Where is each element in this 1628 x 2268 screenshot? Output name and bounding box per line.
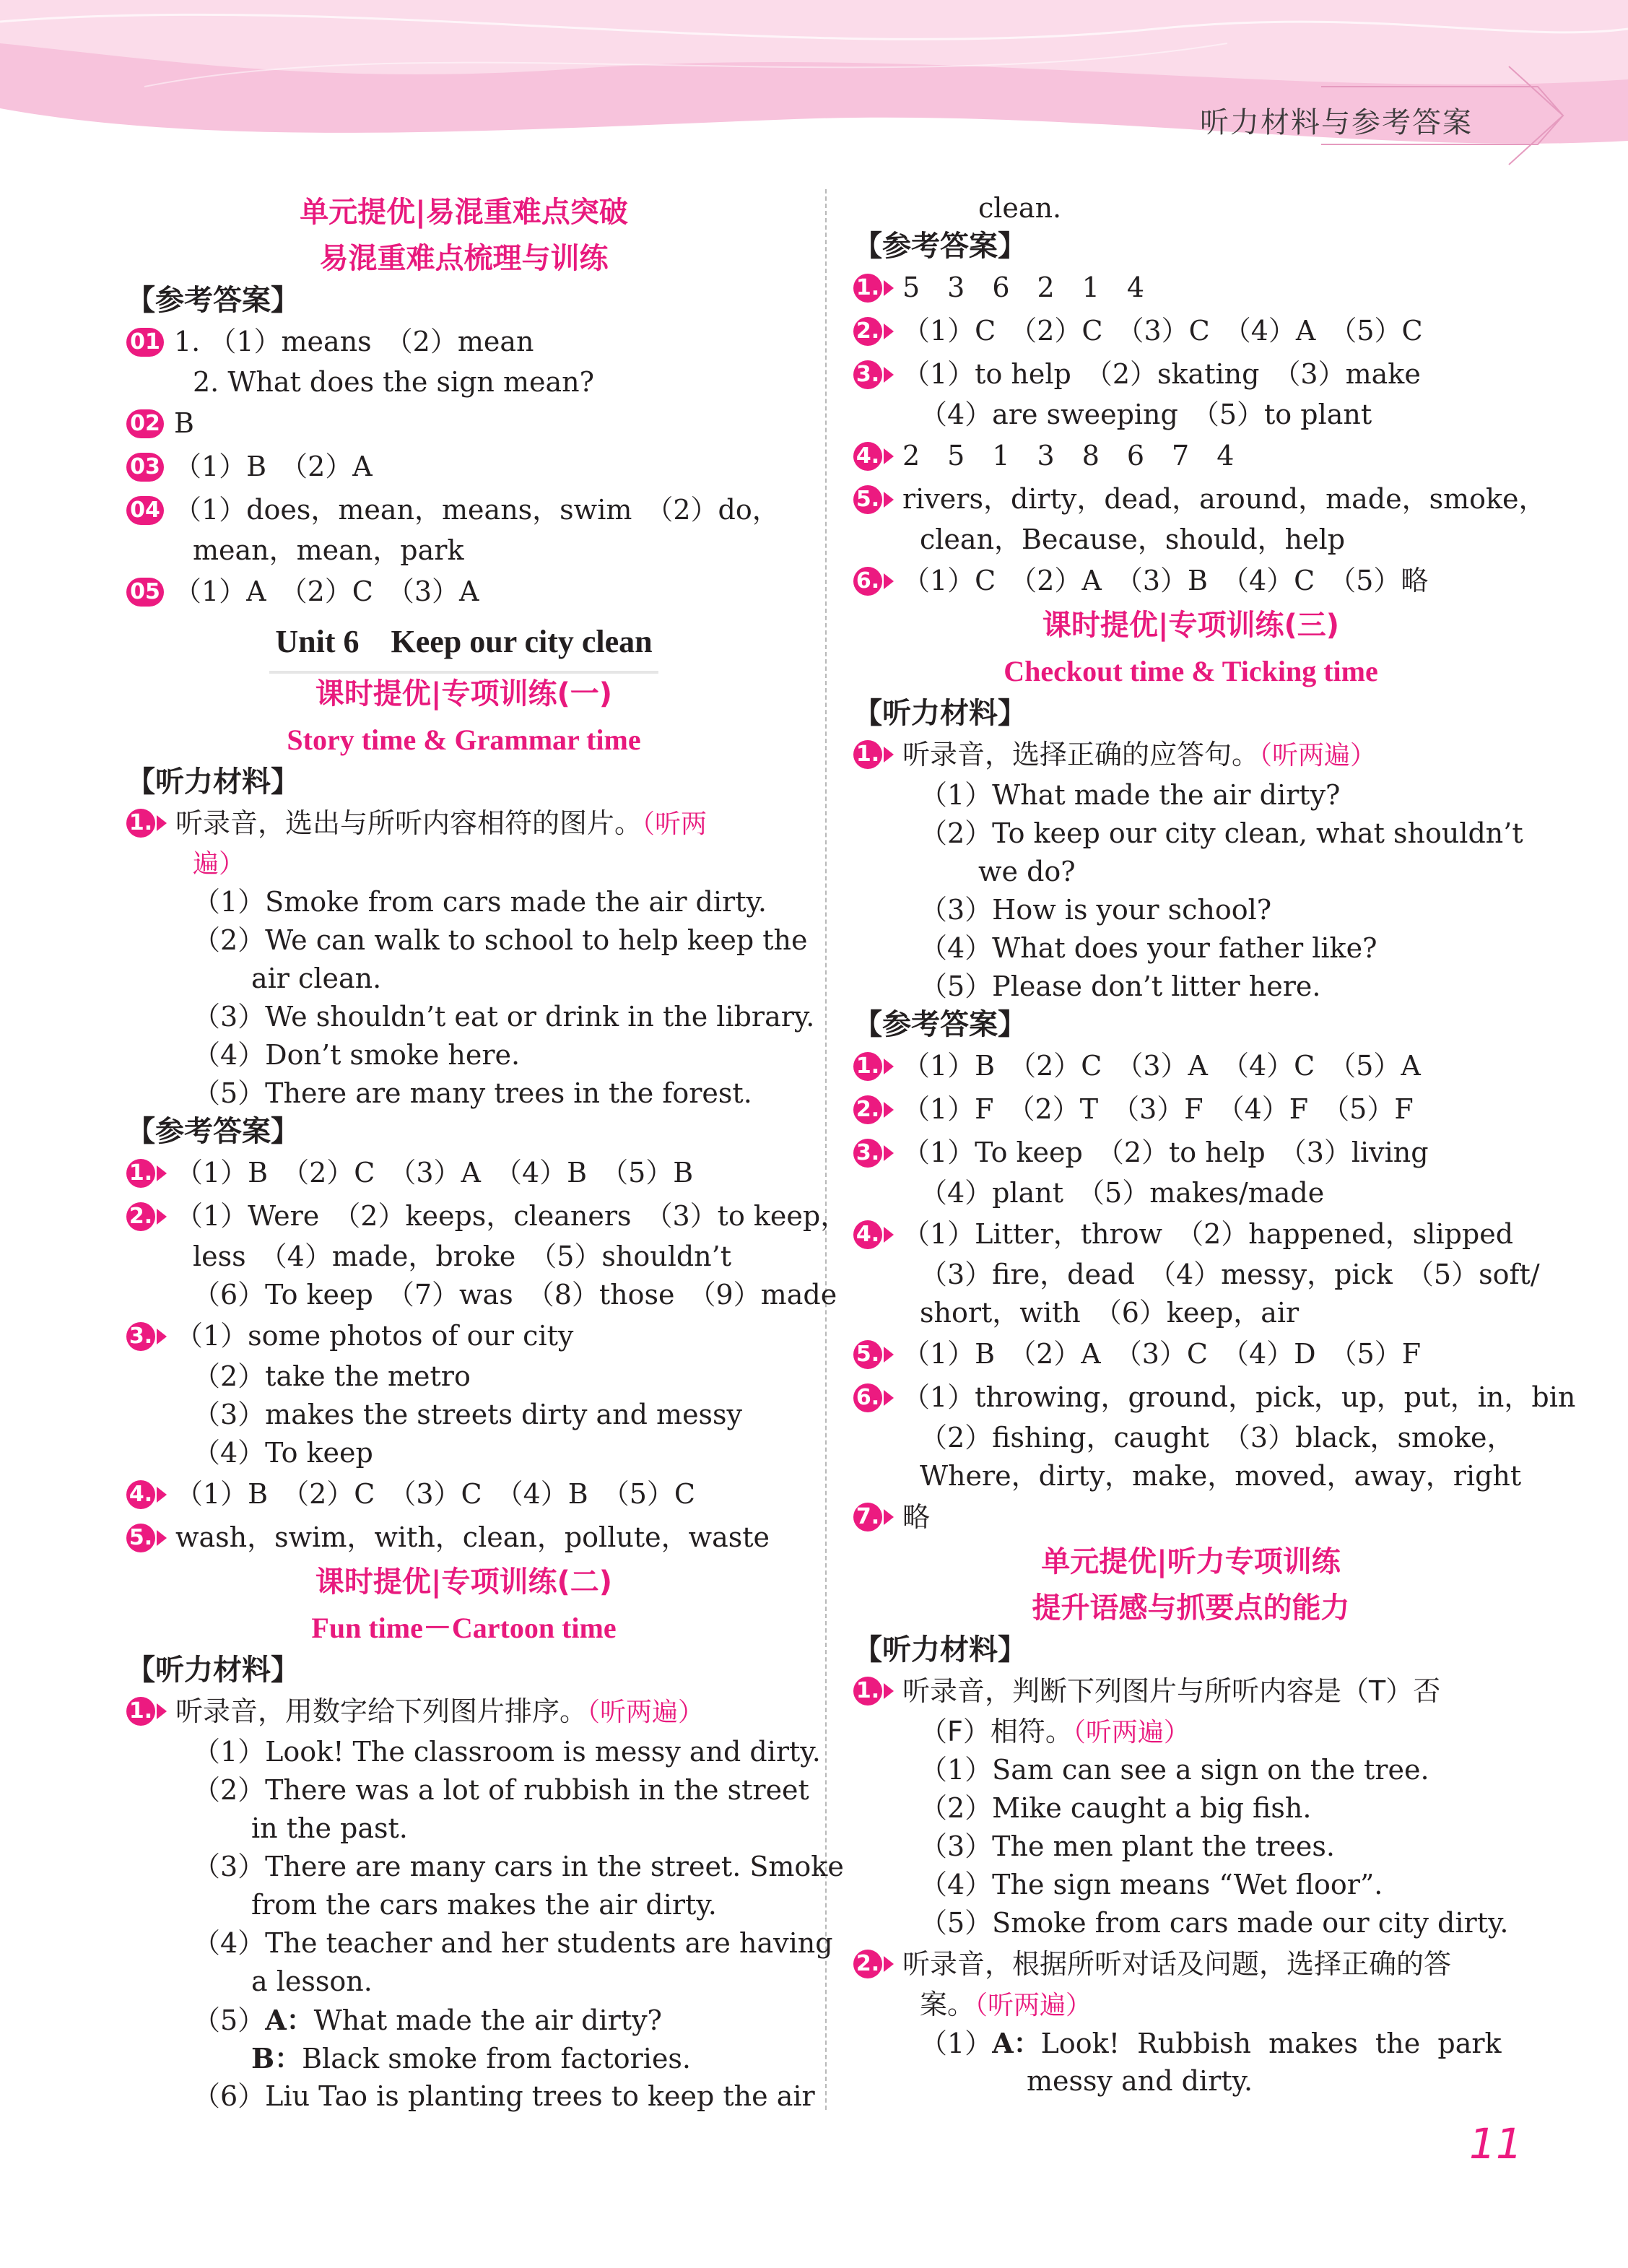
listening-line: （3）How is your school? — [920, 894, 1272, 926]
listening-line: （2）To keep our city clean, what shouldn’t — [920, 817, 1523, 849]
answer-text: （1）to help （2）skating （3）make — [902, 358, 1421, 390]
answer-text: （4）plant （5）makes/made — [920, 1177, 1325, 1209]
left-column — [126, 189, 848, 2116]
listening-label: 【听力材料】 — [853, 1633, 1027, 1667]
answer-text: （1）throwing，ground，pick，up，put，in，bin — [902, 1381, 1576, 1413]
listening-line: （3）The men plant the trees. — [920, 1830, 1335, 1862]
header-title: 听力材料与参考答案 — [1200, 106, 1473, 139]
answer-text: 1. （1）means （2）mean — [174, 326, 534, 357]
speaker-label: B： — [251, 2042, 302, 2074]
answer-text: （2）fishing，caught （3）black，smoke， — [920, 1422, 1515, 1454]
answer-text: B — [174, 407, 194, 439]
instruction-text: 听录音，根据所听对话及问题，选择正确的答 — [902, 1948, 1452, 1980]
section-subheading: Story time & Grammar time — [287, 724, 641, 756]
question-number: 1. — [853, 1052, 882, 1081]
answer-text: 5 3 6 2 1 4 — [902, 271, 1145, 303]
question-number: 6. — [853, 1383, 882, 1412]
question-number: 1. — [126, 809, 155, 838]
listening-line: air clean. — [251, 963, 382, 994]
instruction-hint: 遍） — [193, 849, 245, 879]
answer-text: （3）fire，dead （4）messy，pick （5）soft/ — [920, 1259, 1540, 1290]
answer-text: （2）take the metro — [193, 1360, 471, 1392]
answer-text: （1）B （2）C （3）C （4）B （5）C — [175, 1478, 695, 1510]
listening-label: 【听力材料】 — [126, 1654, 300, 1687]
answer-text: 略 — [902, 1501, 931, 1533]
question-number: 2. — [126, 1202, 155, 1231]
answer-text: wash，swim，with，clean，pollute，waste — [175, 1521, 770, 1553]
listening-line: （1）Smoke from cars made the air dirty. — [193, 886, 767, 918]
question-number: 5. — [853, 485, 882, 514]
answer-text: （6）To keep （7）was （8）those （9）made — [193, 1279, 837, 1311]
listening-line: a lesson. — [251, 1965, 373, 1997]
listening-label: 【听力材料】 — [126, 765, 300, 799]
instruction-text: 案。 — [920, 1989, 975, 2020]
answers-label: 【参考答案】 — [126, 284, 300, 317]
section-subheading: Fun time－Cartoon time — [311, 1612, 617, 1644]
answer-text: （1）some photos of our city — [175, 1320, 574, 1352]
answer-text: （4）are sweeping （5）to plant — [920, 399, 1372, 430]
answer-text: （1）Were （2）keeps，cleaners （3）to keep， — [175, 1200, 848, 1232]
question-number: 4. — [126, 1480, 155, 1509]
listening-label: 【听力材料】 — [853, 697, 1027, 730]
section-heading: 单元提优|易混重难点突破 — [300, 196, 628, 229]
listening-line: messy and dirty. — [1027, 2065, 1253, 2097]
answer-text: 2 5 1 3 8 6 7 4 — [902, 440, 1235, 472]
listening-line: in the past. — [251, 1812, 408, 1844]
answers-label: 【参考答案】 — [853, 1008, 1027, 1041]
speaker-label: A： — [265, 2004, 314, 2036]
question-number: 1. — [126, 1697, 155, 1726]
question-number: 3. — [853, 360, 882, 389]
page-number: 11 — [1469, 2119, 1523, 2168]
answer-text: （1）F （2）T （3）F （4）F （5）F — [902, 1093, 1414, 1125]
listening-line: Look! Rubbish makes the park — [1040, 2028, 1502, 2059]
listening-line: （4）What does your father like? — [920, 932, 1377, 964]
question-number: 1. — [853, 1677, 882, 1706]
instruction-text: 听录音，用数字给下列图片排序。 — [175, 1695, 588, 1727]
question-number: 5. — [126, 1524, 155, 1552]
answer-text: mean，mean，park — [193, 534, 464, 566]
section-heading: 课时提优|专项训练(三) — [1042, 609, 1340, 642]
unit-title: Unit 6 Keep our city clean — [269, 613, 658, 674]
question-number: 3. — [126, 1322, 155, 1351]
answers-label: 【参考答案】 — [853, 230, 1027, 263]
question-number: 2. — [853, 317, 882, 346]
listening-line: （5）There are many trees in the forest. — [193, 1077, 752, 1109]
section-subheading: 易混重难点梳理与训练 — [319, 242, 609, 275]
instruction-text: 听录音，判断下列图片与所听内容是（T）否 — [902, 1675, 1441, 1707]
question-number: 1. — [853, 740, 882, 769]
listening-line: （2）There was a lot of rubbish in the street — [193, 1774, 809, 1806]
listening-line: （4）Don’t smoke here. — [193, 1039, 521, 1071]
listening-line: （5）Please don’t litter here. — [920, 970, 1321, 1002]
instruction-hint: （听两遍） — [1072, 1718, 1190, 1747]
listening-line: （3）We shouldn’t eat or drink in the library. — [193, 1001, 815, 1033]
instruction-hint: （听两遍） — [587, 1698, 705, 1727]
answer-text: （1）A （2）C （3）A — [174, 575, 479, 607]
answer-text: Where，dirty，make，moved，away，right — [920, 1460, 1522, 1492]
question-number: 3. — [853, 1139, 882, 1168]
item-badge: 03 — [126, 453, 164, 482]
listening-line-num: （1） — [920, 2028, 993, 2059]
answer-text: rivers，dirty，dead，around，made，smoke， — [902, 483, 1546, 515]
instruction-text: （F）相符。 — [920, 1716, 1073, 1747]
item-badge: 05 — [126, 578, 164, 607]
instruction-hint: （听两遍） — [1259, 741, 1377, 770]
listening-line: we do? — [978, 856, 1076, 887]
listening-line: （3）There are many cars in the street. Smoke — [193, 1851, 844, 1882]
listening-line: （2）Mike caught a big fish. — [920, 1792, 1312, 1824]
instruction-hint: （听两 — [642, 809, 708, 839]
listening-line: Black smoke from factories. — [302, 2043, 692, 2074]
answer-text: （1）B （2）C （3）A （4）B （5）B — [175, 1157, 694, 1189]
page-header — [0, 0, 1628, 166]
listening-line: （6）Liu Tao is planting trees to keep the air — [193, 2080, 815, 2112]
listening-line: clean. — [978, 192, 1062, 224]
instruction-text: 听录音，选择正确的应答句。 — [902, 739, 1260, 770]
answer-text: （4）To keep — [193, 1437, 373, 1469]
instruction-text: 听录音，选出与所听内容相符的图片。 — [175, 807, 643, 839]
section-heading: 课时提优|专项训练(二) — [315, 1565, 613, 1599]
question-number: 2. — [853, 1095, 882, 1124]
answer-text: （1）C （2）C （3）C （4）A （5）C — [902, 315, 1423, 347]
question-number: 1. — [853, 274, 882, 303]
question-number: 1. — [126, 1159, 155, 1188]
header-wave-decoration — [0, 0, 1628, 166]
speaker-label: A： — [992, 2027, 1041, 2059]
section-subheading: 提升语感与抓要点的能力 — [1032, 1591, 1350, 1625]
question-number: 5. — [853, 1340, 882, 1369]
item-badge: 01 — [126, 328, 164, 357]
answer-text: clean，Because，should，help — [920, 523, 1346, 555]
answer-text: （1）C （2）A （3）B （4）C （5）略 — [902, 565, 1429, 596]
listening-line: What made the air dirty? — [313, 2004, 662, 2036]
listening-line: （4）The sign means “Wet floor”. — [920, 1869, 1383, 1900]
answer-text: （1）B （2）A — [174, 451, 373, 482]
answer-text: （1）B （2）C （3）A （4）C （5）A — [902, 1050, 1421, 1082]
listening-line: （1）Sam can see a sign on the tree. — [920, 1754, 1429, 1786]
unit-title-wrap — [126, 613, 801, 671]
section-heading: 课时提优|专项训练(一) — [315, 677, 613, 711]
listening-line: （5）Smoke from cars made our city dirty. — [920, 1907, 1509, 1939]
listening-line: （4）The teacher and her students are having — [193, 1927, 833, 1959]
item-badge: 02 — [126, 409, 164, 438]
answer-text: short，with （6）keep，air — [920, 1297, 1300, 1329]
answer-text: （1）does，mean，means，swim （2）do， — [174, 494, 780, 526]
listening-line-num: （5） — [193, 2004, 266, 2036]
question-number: 7. — [853, 1503, 882, 1531]
column-divider — [825, 189, 827, 2110]
answers-label: 【参考答案】 — [126, 1115, 300, 1148]
question-number: 4. — [853, 442, 882, 471]
question-number: 6. — [853, 567, 882, 596]
answer-text: （1）Litter，throw （2）happened，slipped — [902, 1218, 1514, 1250]
listening-line: （1）Look! The classroom is messy and dirty. — [193, 1736, 821, 1768]
instruction-hint: （听两遍） — [975, 1991, 1092, 2020]
right-column — [853, 189, 1576, 2100]
listening-line: （1）What made the air dirty? — [920, 779, 1341, 811]
listening-line: from the cars makes the air dirty. — [251, 1889, 717, 1921]
section-heading: 单元提优|听力专项训练 — [1041, 1545, 1341, 1578]
answer-text: （1）B （2）A （3）C （4）D （5）F — [902, 1338, 1422, 1370]
answer-text: 2. What does the sign mean? — [193, 366, 595, 398]
answer-text: less （4）made，broke （5）shouldn’t — [193, 1241, 732, 1272]
question-number: 2. — [853, 1950, 882, 1978]
section-subheading: Checkout time & Ticking time — [1004, 655, 1378, 687]
question-number: 4. — [853, 1220, 882, 1249]
item-badge: 04 — [126, 496, 164, 525]
answer-text: （3）makes the streets dirty and messy — [193, 1399, 743, 1430]
answer-text: （1）To keep （2）to help （3）living — [902, 1137, 1429, 1168]
listening-line: （2）We can walk to school to help keep the — [193, 924, 808, 956]
